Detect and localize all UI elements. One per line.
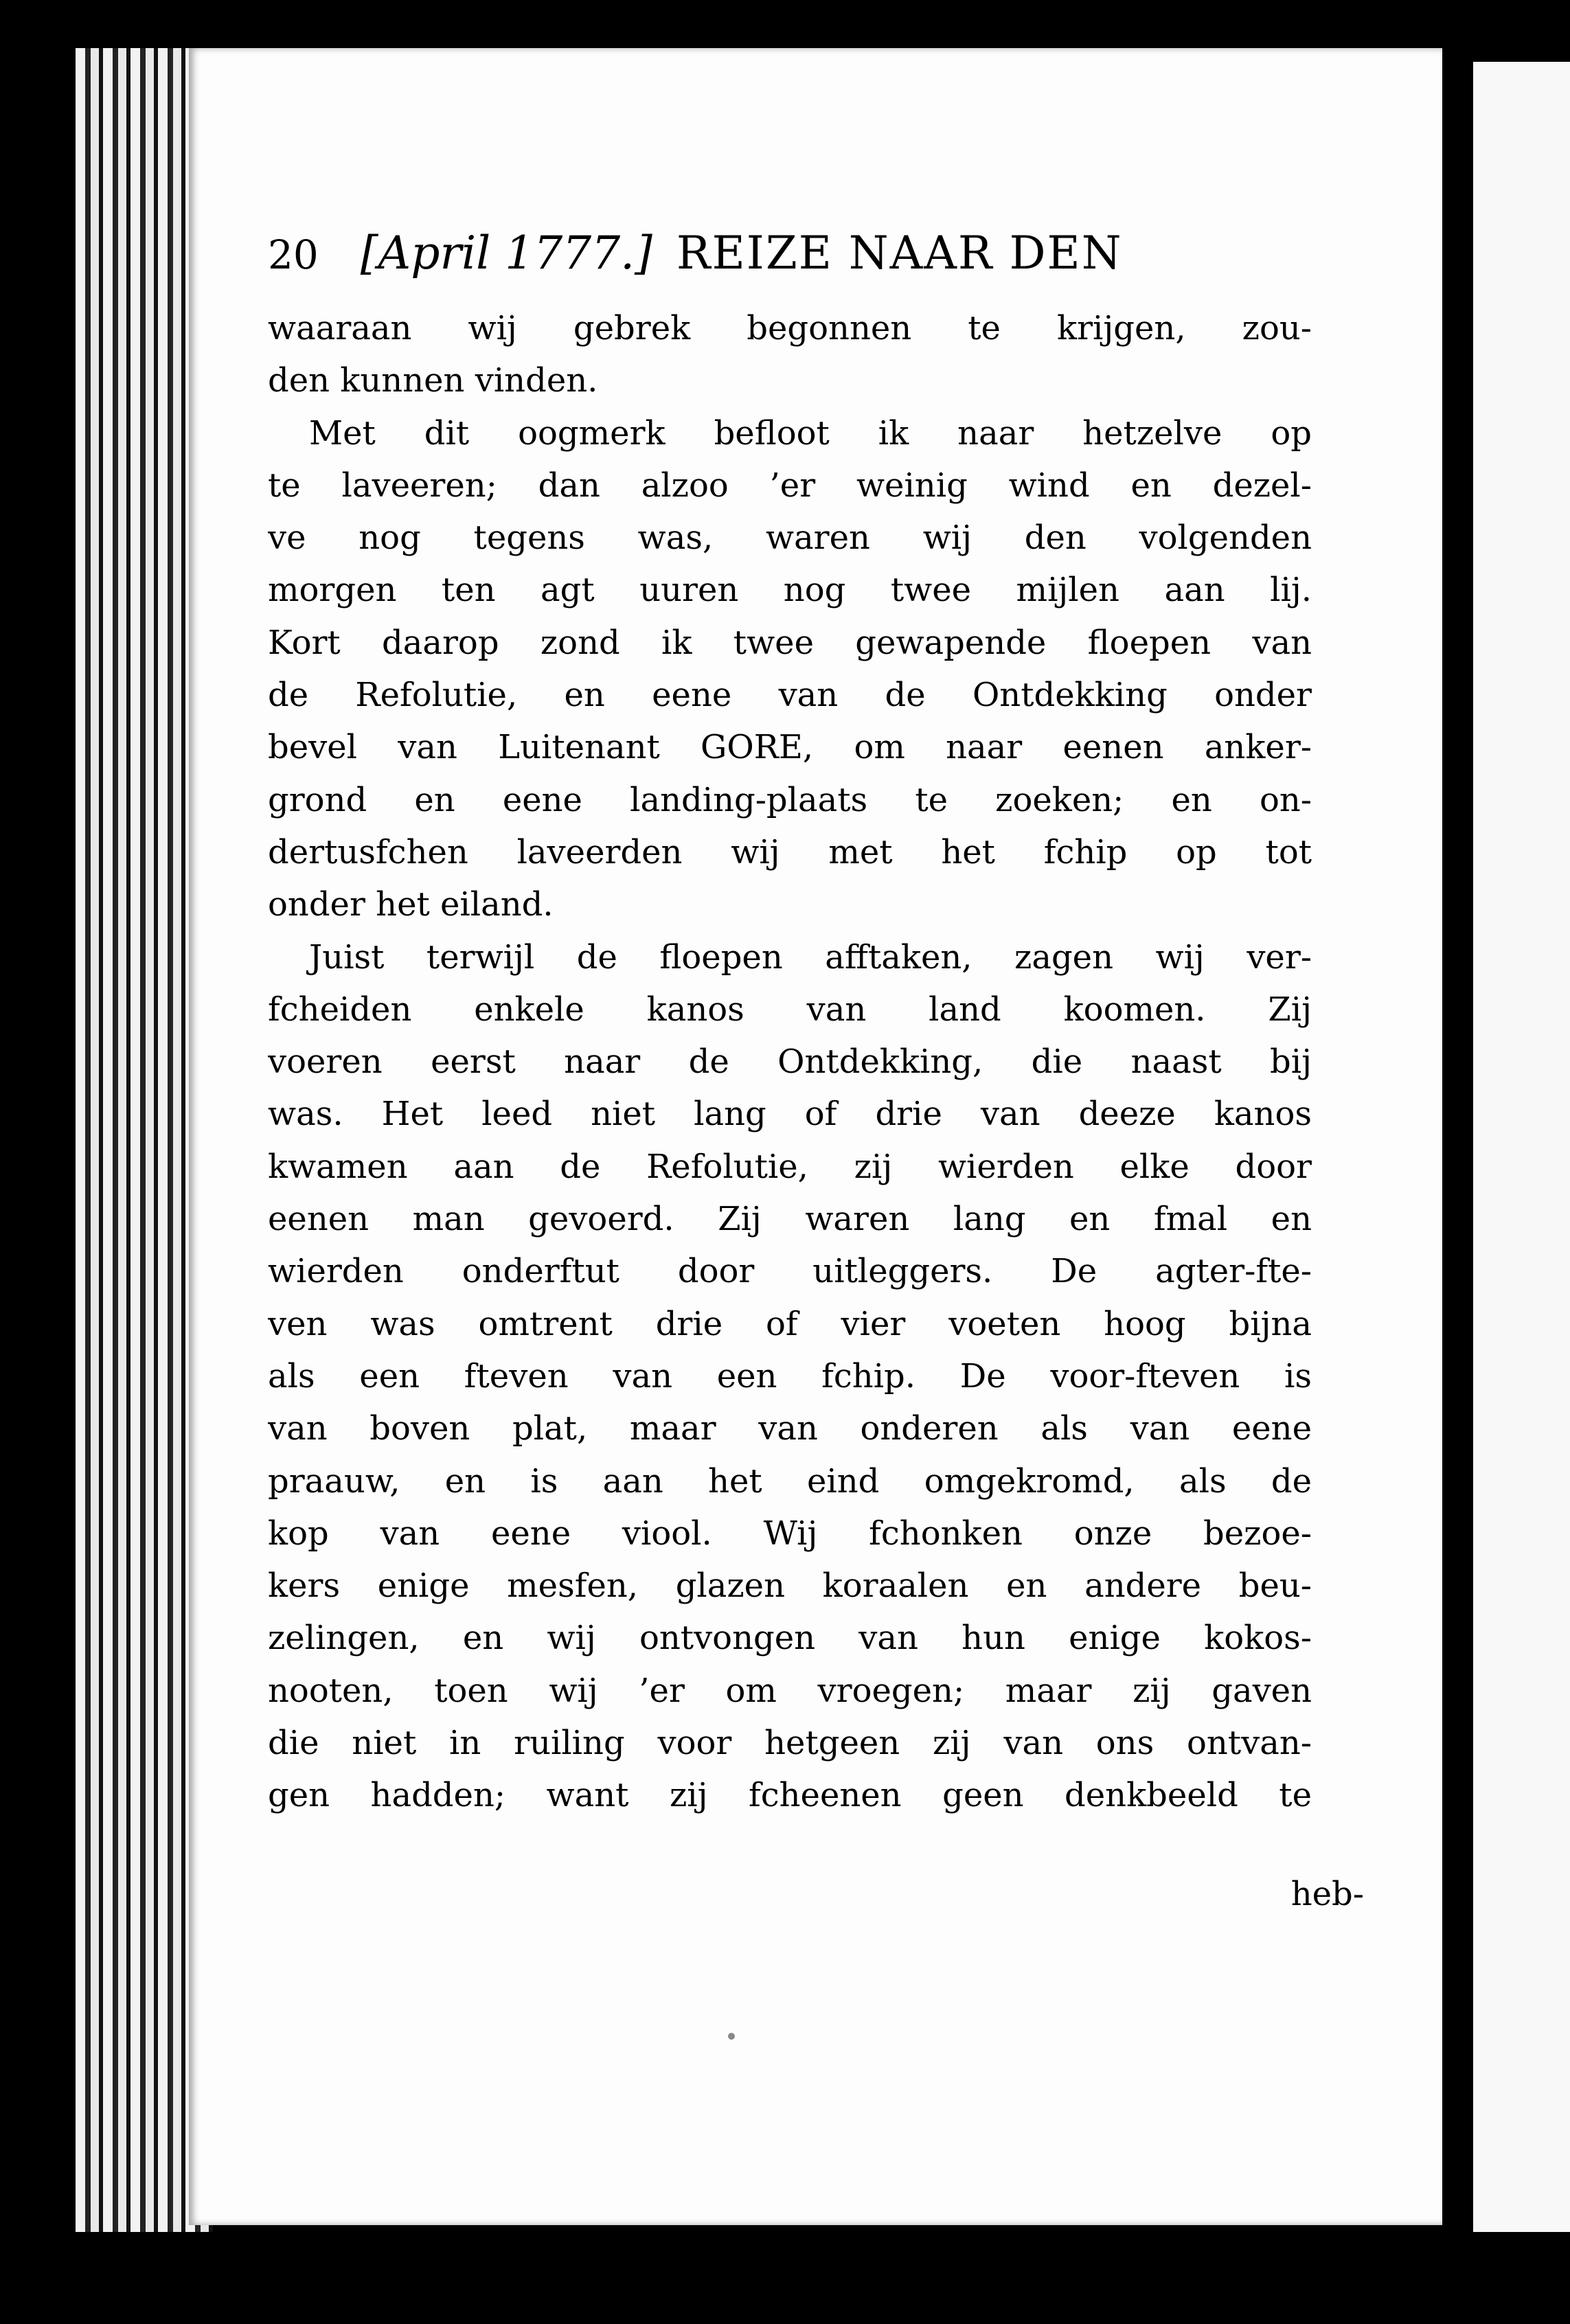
text-line: fcheiden enkele kanos van land koomen. Zij: [268, 990, 1312, 1029]
text-line: grond en eene landing-plaats te zoeken; en on-: [268, 780, 1312, 819]
text-line: Kort daarop zond ik twee gewapende floepen van: [268, 623, 1312, 662]
text-line: Met dit oogmerk befloot ik naar hetzelve op: [309, 413, 1312, 453]
text-line: van boven plat, maar van onderen als van eene: [268, 1409, 1312, 1448]
text-line: den kunnen vinden.: [268, 361, 598, 400]
page-number: 20: [268, 231, 319, 278]
text-line: dertusfchen laveerden wij met het fchip op tot: [268, 832, 1312, 872]
text-line: bevel van Luitenant GORE, om naar eenen anker-: [268, 728, 1312, 767]
text-line: de Refolutie, en eene van de Ontdekking onder: [268, 676, 1312, 715]
text-line: kop van eene viool. Wij fchonken onze bezoe-: [268, 1514, 1312, 1553]
text-line: nooten, toen wij ’er om vroegen; maar zij gaven: [268, 1671, 1312, 1710]
running-header: [268, 227, 1312, 280]
text-line: zelingen, en wij ontvongen van hun enige kokos-: [268, 1619, 1312, 1658]
text-line: kers enige mesfen, glazen koraalen en andere beu-: [268, 1567, 1312, 1606]
text-line: die niet in ruiling voor hetgeen zij van ons ontvan-: [268, 1724, 1312, 1763]
text-line: wierden onderftut door uitleggers. De agter-fte-: [268, 1252, 1312, 1291]
text-line: waaraan wij gebrek begonnen te krijgen, zou-: [268, 309, 1312, 348]
text-line: ve nog tegens was, waren wij den volgenden: [268, 519, 1312, 558]
catchword: heb-: [1290, 1875, 1364, 1913]
text-line: was. Het leed niet lang of drie van deeze kanos: [268, 1095, 1312, 1134]
text-line: gen hadden; want zij fcheenen geen denkbeeld te: [268, 1776, 1312, 1815]
text-line: Juist terwijl de floepen afftaken, zagen wij ver-: [309, 937, 1312, 977]
text-line: eenen man gevoerd. Zij waren lang en fmal en: [268, 1200, 1312, 1239]
text-line: als een fteven van een fchip. De voor-fteven is: [268, 1356, 1312, 1395]
header-date: [April 1777.]: [360, 227, 652, 280]
text-line: ven was omtrent drie of vier voeten hoog bijna: [268, 1304, 1312, 1343]
text-line: onder het eiland.: [268, 885, 554, 924]
body-text: [268, 302, 1312, 1822]
text-line: te laveeren; dan alzoo ’er weinig wind en dezel-: [268, 466, 1312, 505]
text-line: morgen ten agt uuren nog twee mijlen aan lij.: [268, 571, 1312, 610]
text-line: praauw, en is aan het eind omgekromd, als de: [268, 1461, 1312, 1501]
text-line: kwamen aan de Refolutie, zij wierden elke door: [268, 1147, 1312, 1186]
paper-speck: [728, 2033, 735, 2040]
facing-page-edge: [1473, 62, 1570, 2232]
text-line: voeren eerst naar de Ontdekking, die naast bij: [268, 1043, 1312, 1082]
running-title: REIZE NAAR DEN: [676, 227, 1123, 280]
